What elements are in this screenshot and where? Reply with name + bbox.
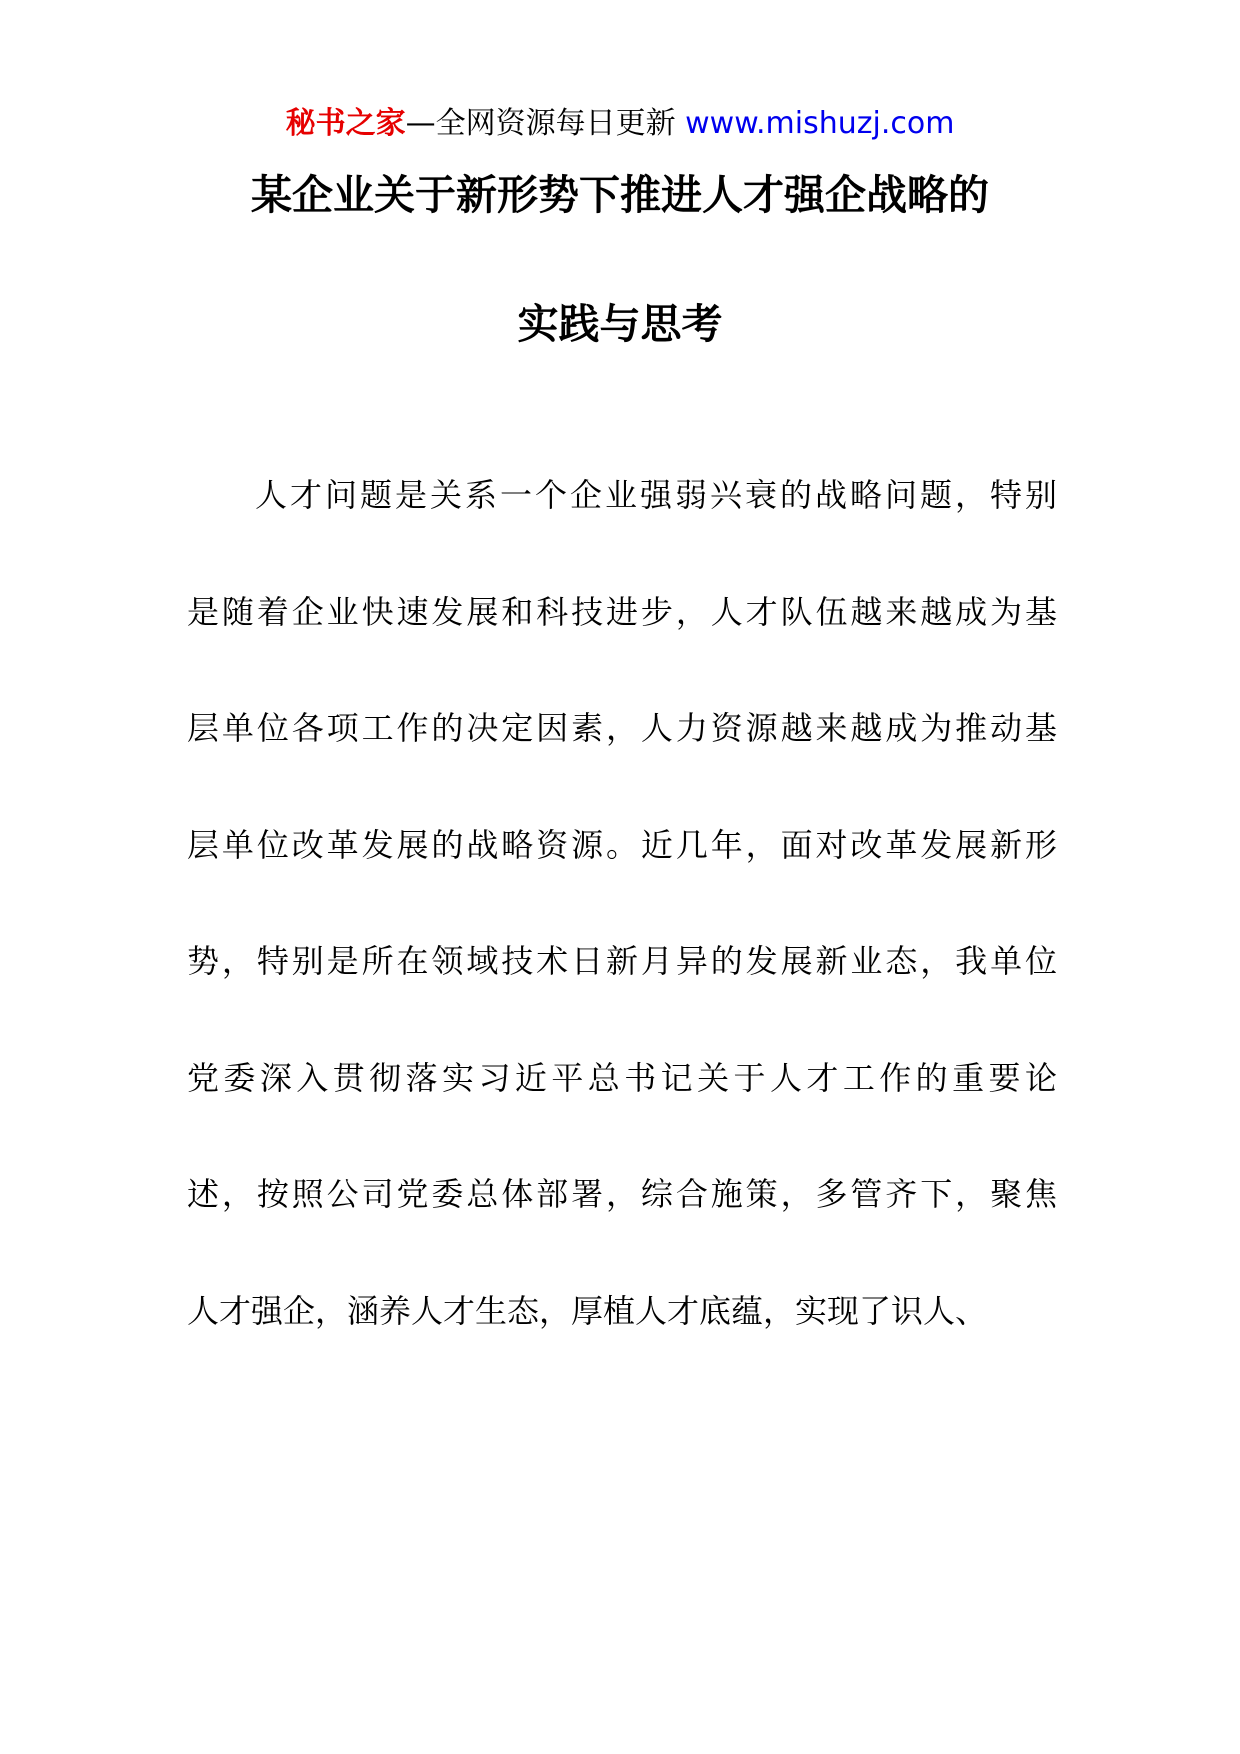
body-text-line: 述，按照公司党委总体部署，综合施策，多管齐下，聚焦 bbox=[187, 1175, 1057, 1213]
body-text-line: 层单位改革发展的战略资源。近几年，面对改革发展新形 bbox=[187, 826, 1057, 864]
document-title-line-2: 实践与思考 bbox=[517, 300, 723, 348]
site-header bbox=[0, 104, 1240, 144]
body-text-line: 党委深入贯彻落实习近平总书记关于人才工作的重要论 bbox=[187, 1059, 1057, 1097]
site-url-link[interactable]: www.mishuzj.com bbox=[685, 106, 955, 141]
body-text-line: 人才问题是关系一个企业强弱兴衰的战略问题，特别 bbox=[255, 476, 1057, 514]
header-tagline: —全网资源每日更新 bbox=[405, 106, 686, 141]
body-text-line: 人才强企，涵养人才生态，厚植人才底蕴，实现了识人、 bbox=[187, 1292, 988, 1330]
body-text-line: 是随着企业快速发展和科技进步，人才队伍越来越成为基 bbox=[187, 593, 1057, 631]
document-title-line-1: 某企业关于新形势下推进人才强企战略的 bbox=[251, 171, 989, 219]
brand-name: 秘书之家 bbox=[285, 106, 406, 141]
body-text-line: 层单位各项工作的决定因素，人力资源越来越成为推动基 bbox=[187, 709, 1057, 747]
body-text-line: 势，特别是所在领域技术日新月异的发展新业态，我单位 bbox=[187, 942, 1057, 980]
